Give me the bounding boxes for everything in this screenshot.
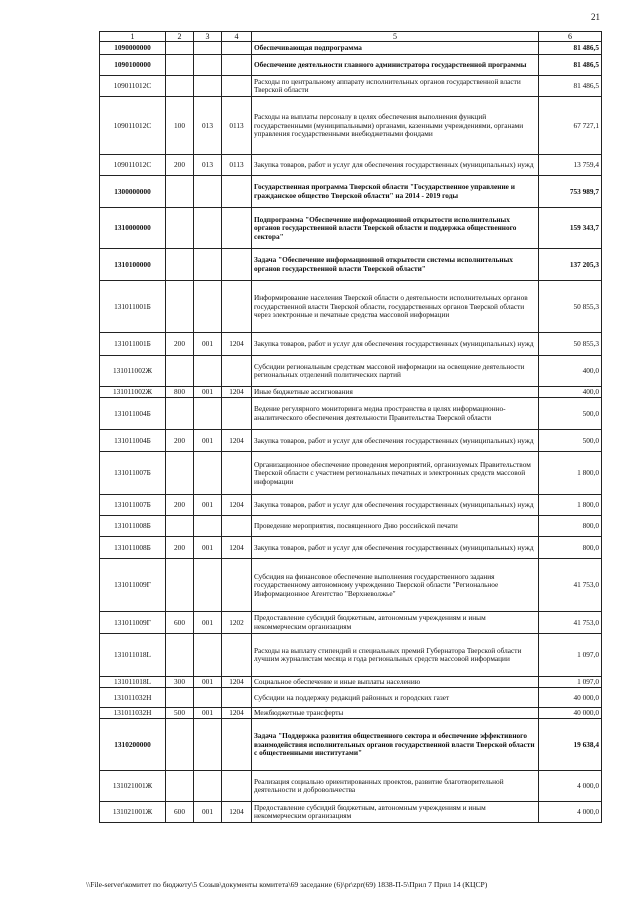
section-cell: 1204 (222, 430, 252, 452)
department-cell (194, 452, 222, 495)
amount-cell: 500,0 (539, 398, 602, 430)
expense-type-cell: 200 (166, 537, 194, 559)
page-number: 21 (591, 12, 600, 22)
amount-cell: 40 000,0 (539, 688, 602, 708)
code-cell: 131011018L (100, 634, 166, 677)
code-cell: 131011009Г (100, 612, 166, 634)
code-cell: 109011012С (100, 97, 166, 155)
code-cell: 131011009Г (100, 559, 166, 612)
expense-type-cell (166, 634, 194, 677)
expense-type-cell (166, 356, 194, 387)
description-cell: Предоставление субсидий бюджетным, автономным учреждениям и иным некоммерческим организациям (252, 612, 539, 634)
table-row (100, 802, 602, 823)
code-cell: 131011001Б (100, 281, 166, 333)
department-cell (194, 771, 222, 802)
amount-cell: 159 343,7 (539, 208, 602, 249)
table-row (100, 281, 602, 333)
code-cell: 131011007Б (100, 495, 166, 516)
expense-type-cell (166, 249, 194, 281)
section-cell (222, 398, 252, 430)
section-cell: 1204 (222, 677, 252, 688)
department-cell: 001 (194, 708, 222, 719)
amount-cell: 4 000,0 (539, 771, 602, 802)
code-cell: 131011032Н (100, 688, 166, 708)
department-cell: 001 (194, 333, 222, 356)
expense-type-cell: 100 (166, 97, 194, 155)
expense-type-cell (166, 42, 194, 55)
amount-cell: 81 486,5 (539, 76, 602, 97)
department-cell (194, 249, 222, 281)
description-cell: Предоставление субсидий бюджетным, автономным учреждениям и иным некоммерческим организациям (252, 802, 539, 823)
section-cell (222, 452, 252, 495)
expense-type-cell (166, 452, 194, 495)
description-cell: Государственная программа Тверской области "Государственное управление и гражданское общество Тверской области" на 2014 - 2019 годы (252, 176, 539, 208)
expense-type-cell (166, 688, 194, 708)
description-cell: Реализация социально ориентированных проектов, развитие благотворительной деятельности и добровольчества (252, 771, 539, 802)
department-cell (194, 281, 222, 333)
expense-type-cell: 200 (166, 495, 194, 516)
table-row (100, 398, 602, 430)
description-cell: Расходы на выплаты персоналу в целях обеспечения выполнения функций государственными (муниципальными) органами, казенными учреждениями, органами управления государственными внебюджетными фондами (252, 97, 539, 155)
table-row (100, 559, 602, 612)
section-cell (222, 76, 252, 97)
budget-table (99, 31, 602, 823)
department-cell (194, 398, 222, 430)
table-row (100, 176, 602, 208)
description-cell: Расходы на выплату стипендий и специальных премий Губернатора Тверской области лучшим журналистам месяца и года региональных средств массовой информации (252, 634, 539, 677)
description-cell: Обеспечивающая подпрограмма (252, 42, 539, 55)
table-row (100, 612, 602, 634)
description-cell: Закупка товаров, работ и услуг для обеспечения государственных (муниципальных) нужд (252, 333, 539, 356)
amount-cell: 800,0 (539, 537, 602, 559)
description-cell: Задача "Обеспечение информационной открытости системы исполнительных органов государственной власти Тверской области" (252, 249, 539, 281)
department-cell (194, 42, 222, 55)
description-cell: Субсидии региональным средствам массовой информации на освещение деятельности региональных отделений политических партий (252, 356, 539, 387)
amount-cell: 81 486,5 (539, 42, 602, 55)
amount-cell: 67 727,1 (539, 97, 602, 155)
expense-type-cell (166, 719, 194, 771)
expense-type-cell: 600 (166, 612, 194, 634)
section-cell: 1204 (222, 495, 252, 516)
description-cell: Задача "Поддержка развития общественного сектора и обеспечение эффективного взаимодействия исполнительных органов государственной власти Тверской области с общественными институтами" (252, 719, 539, 771)
expense-type-cell (166, 559, 194, 612)
description-cell: Субсидии на поддержку редакций районных и городских газет (252, 688, 539, 708)
table-row (100, 771, 602, 802)
code-cell: 131011008Б (100, 516, 166, 537)
section-cell (222, 55, 252, 76)
header-col-1: 1 (100, 32, 166, 42)
department-cell (194, 55, 222, 76)
amount-cell: 1 800,0 (539, 452, 602, 495)
expense-type-cell (166, 55, 194, 76)
table-row (100, 452, 602, 495)
code-cell: 131011008Б (100, 537, 166, 559)
department-cell (194, 356, 222, 387)
table-row (100, 708, 602, 719)
amount-cell: 400,0 (539, 356, 602, 387)
code-cell: 131011001Б (100, 333, 166, 356)
department-cell (194, 76, 222, 97)
amount-cell: 41 753,0 (539, 612, 602, 634)
table-row (100, 155, 602, 176)
file-path-footer: \\File-server\комитет по бюджету\5 Созыв\документы комитета\69 заседание (6)\pr\zpr(69) 1838-П-5\Прил 7 Прил 14 (КЦСР) (86, 880, 488, 889)
expense-type-cell: 200 (166, 333, 194, 356)
table-row (100, 208, 602, 249)
department-cell (194, 208, 222, 249)
table-row (100, 249, 602, 281)
description-cell: Закупка товаров, работ и услуг для обеспечения государственных (муниципальных) нужд (252, 537, 539, 559)
table-body (100, 42, 602, 823)
header-col-2: 2 (166, 32, 194, 42)
section-cell: 1204 (222, 387, 252, 398)
expense-type-cell (166, 771, 194, 802)
section-cell (222, 559, 252, 612)
table-row (100, 42, 602, 55)
code-cell: 1310100000 (100, 249, 166, 281)
department-cell: 001 (194, 802, 222, 823)
department-cell (194, 176, 222, 208)
code-cell: 109011012С (100, 155, 166, 176)
table-row (100, 495, 602, 516)
description-cell: Субсидия на финансовое обеспечение выполнения государственного задания государственному автономному учреждению Тверской области "Региональное Информационное Агентство "Верхневолжье" (252, 559, 539, 612)
section-cell: 0113 (222, 155, 252, 176)
code-cell: 131021001Ж (100, 771, 166, 802)
table-row (100, 430, 602, 452)
code-cell: 131011002Ж (100, 387, 166, 398)
header-col-6: 6 (539, 32, 602, 42)
amount-cell: 137 205,3 (539, 249, 602, 281)
expense-type-cell: 200 (166, 155, 194, 176)
description-cell: Информирование населения Тверской области о деятельности исполнительных органов государственной власти Тверской области, государственных органов Тверской области через электронные и печатные средства массовой информации (252, 281, 539, 333)
description-cell: Закупка товаров, работ и услуг для обеспечения государственных (муниципальных) нужд (252, 155, 539, 176)
code-cell: 131011007Б (100, 452, 166, 495)
code-cell: 1310200000 (100, 719, 166, 771)
expense-type-cell (166, 516, 194, 537)
code-cell: 131011018L (100, 677, 166, 688)
amount-cell: 81 486,5 (539, 55, 602, 76)
table-row (100, 516, 602, 537)
header-col-3: 3 (194, 32, 222, 42)
table-header-row (100, 32, 602, 42)
section-cell: 1204 (222, 537, 252, 559)
code-cell: 131011002Ж (100, 356, 166, 387)
description-cell: Иные бюджетные ассигнования (252, 387, 539, 398)
code-cell: 109011012С (100, 76, 166, 97)
expense-type-cell (166, 76, 194, 97)
department-cell: 013 (194, 155, 222, 176)
header-col-4: 4 (222, 32, 252, 42)
section-cell (222, 634, 252, 677)
amount-cell: 41 753,0 (539, 559, 602, 612)
amount-cell: 50 855,3 (539, 281, 602, 333)
amount-cell: 40 000,0 (539, 708, 602, 719)
section-cell: 1202 (222, 612, 252, 634)
section-cell (222, 719, 252, 771)
section-cell: 0113 (222, 97, 252, 155)
section-cell (222, 208, 252, 249)
amount-cell: 1 097,0 (539, 634, 602, 677)
expense-type-cell (166, 281, 194, 333)
table-row (100, 537, 602, 559)
department-cell: 013 (194, 97, 222, 155)
table-row (100, 387, 602, 398)
section-cell (222, 771, 252, 802)
department-cell: 001 (194, 677, 222, 688)
description-cell: Организационное обеспечение проведения мероприятий, организуемых Правительством Тверской области с участием региональных печатных и электронных средств массовой информации (252, 452, 539, 495)
code-cell: 1300000000 (100, 176, 166, 208)
amount-cell: 400,0 (539, 387, 602, 398)
section-cell (222, 281, 252, 333)
expense-type-cell: 800 (166, 387, 194, 398)
section-cell: 1204 (222, 333, 252, 356)
department-cell (194, 516, 222, 537)
expense-type-cell (166, 398, 194, 430)
section-cell (222, 42, 252, 55)
section-cell: 1204 (222, 708, 252, 719)
amount-cell: 1 800,0 (539, 495, 602, 516)
table-row (100, 76, 602, 97)
section-cell (222, 249, 252, 281)
description-cell: Закупка товаров, работ и услуг для обеспечения государственных (муниципальных) нужд (252, 495, 539, 516)
table-row (100, 719, 602, 771)
section-cell (222, 516, 252, 537)
description-cell: Подпрограмма "Обеспечение информационной открытости исполнительных органов государственной власти Тверской области и поддержка общественного сектора" (252, 208, 539, 249)
description-cell: Расходы по центральному аппарату исполнительных органов государственной власти Тверской области (252, 76, 539, 97)
amount-cell: 19 638,4 (539, 719, 602, 771)
expense-type-cell: 200 (166, 430, 194, 452)
table-row (100, 333, 602, 356)
code-cell: 131021001Ж (100, 802, 166, 823)
section-cell (222, 356, 252, 387)
section-cell (222, 688, 252, 708)
expense-type-cell: 300 (166, 677, 194, 688)
header-col-5: 5 (252, 32, 539, 42)
description-cell: Обеспечение деятельности главного администратора государственной программы (252, 55, 539, 76)
code-cell: 131011032Н (100, 708, 166, 719)
department-cell (194, 719, 222, 771)
description-cell: Проведение мероприятия, посвященного Дню российской печати (252, 516, 539, 537)
code-cell: 1090100000 (100, 55, 166, 76)
amount-cell: 800,0 (539, 516, 602, 537)
table-row (100, 356, 602, 387)
department-cell (194, 688, 222, 708)
amount-cell: 50 855,3 (539, 333, 602, 356)
amount-cell: 1 097,0 (539, 677, 602, 688)
code-cell: 1090000000 (100, 42, 166, 55)
code-cell: 131011004Б (100, 398, 166, 430)
expense-type-cell: 500 (166, 708, 194, 719)
department-cell: 001 (194, 612, 222, 634)
expense-type-cell (166, 208, 194, 249)
table-row (100, 55, 602, 76)
amount-cell: 500,0 (539, 430, 602, 452)
department-cell (194, 634, 222, 677)
expense-type-cell (166, 176, 194, 208)
department-cell: 001 (194, 537, 222, 559)
department-cell: 001 (194, 387, 222, 398)
amount-cell: 13 759,4 (539, 155, 602, 176)
table-row (100, 97, 602, 155)
table-row (100, 677, 602, 688)
expense-type-cell: 600 (166, 802, 194, 823)
description-cell: Ведение регулярного мониторинга медиа пространства в целях информационно-аналитического обеспечения деятельности Правительства Тверской области (252, 398, 539, 430)
department-cell: 001 (194, 430, 222, 452)
description-cell: Закупка товаров, работ и услуг для обеспечения государственных (муниципальных) нужд (252, 430, 539, 452)
code-cell: 1310000000 (100, 208, 166, 249)
code-cell: 131011004Б (100, 430, 166, 452)
description-cell: Социальное обеспечение и иные выплаты населению (252, 677, 539, 688)
table-row (100, 634, 602, 677)
section-cell (222, 176, 252, 208)
description-cell: Межбюджетные трансферты (252, 708, 539, 719)
amount-cell: 4 000,0 (539, 802, 602, 823)
department-cell: 001 (194, 495, 222, 516)
section-cell: 1204 (222, 802, 252, 823)
table-row (100, 688, 602, 708)
department-cell (194, 559, 222, 612)
amount-cell: 753 989,7 (539, 176, 602, 208)
